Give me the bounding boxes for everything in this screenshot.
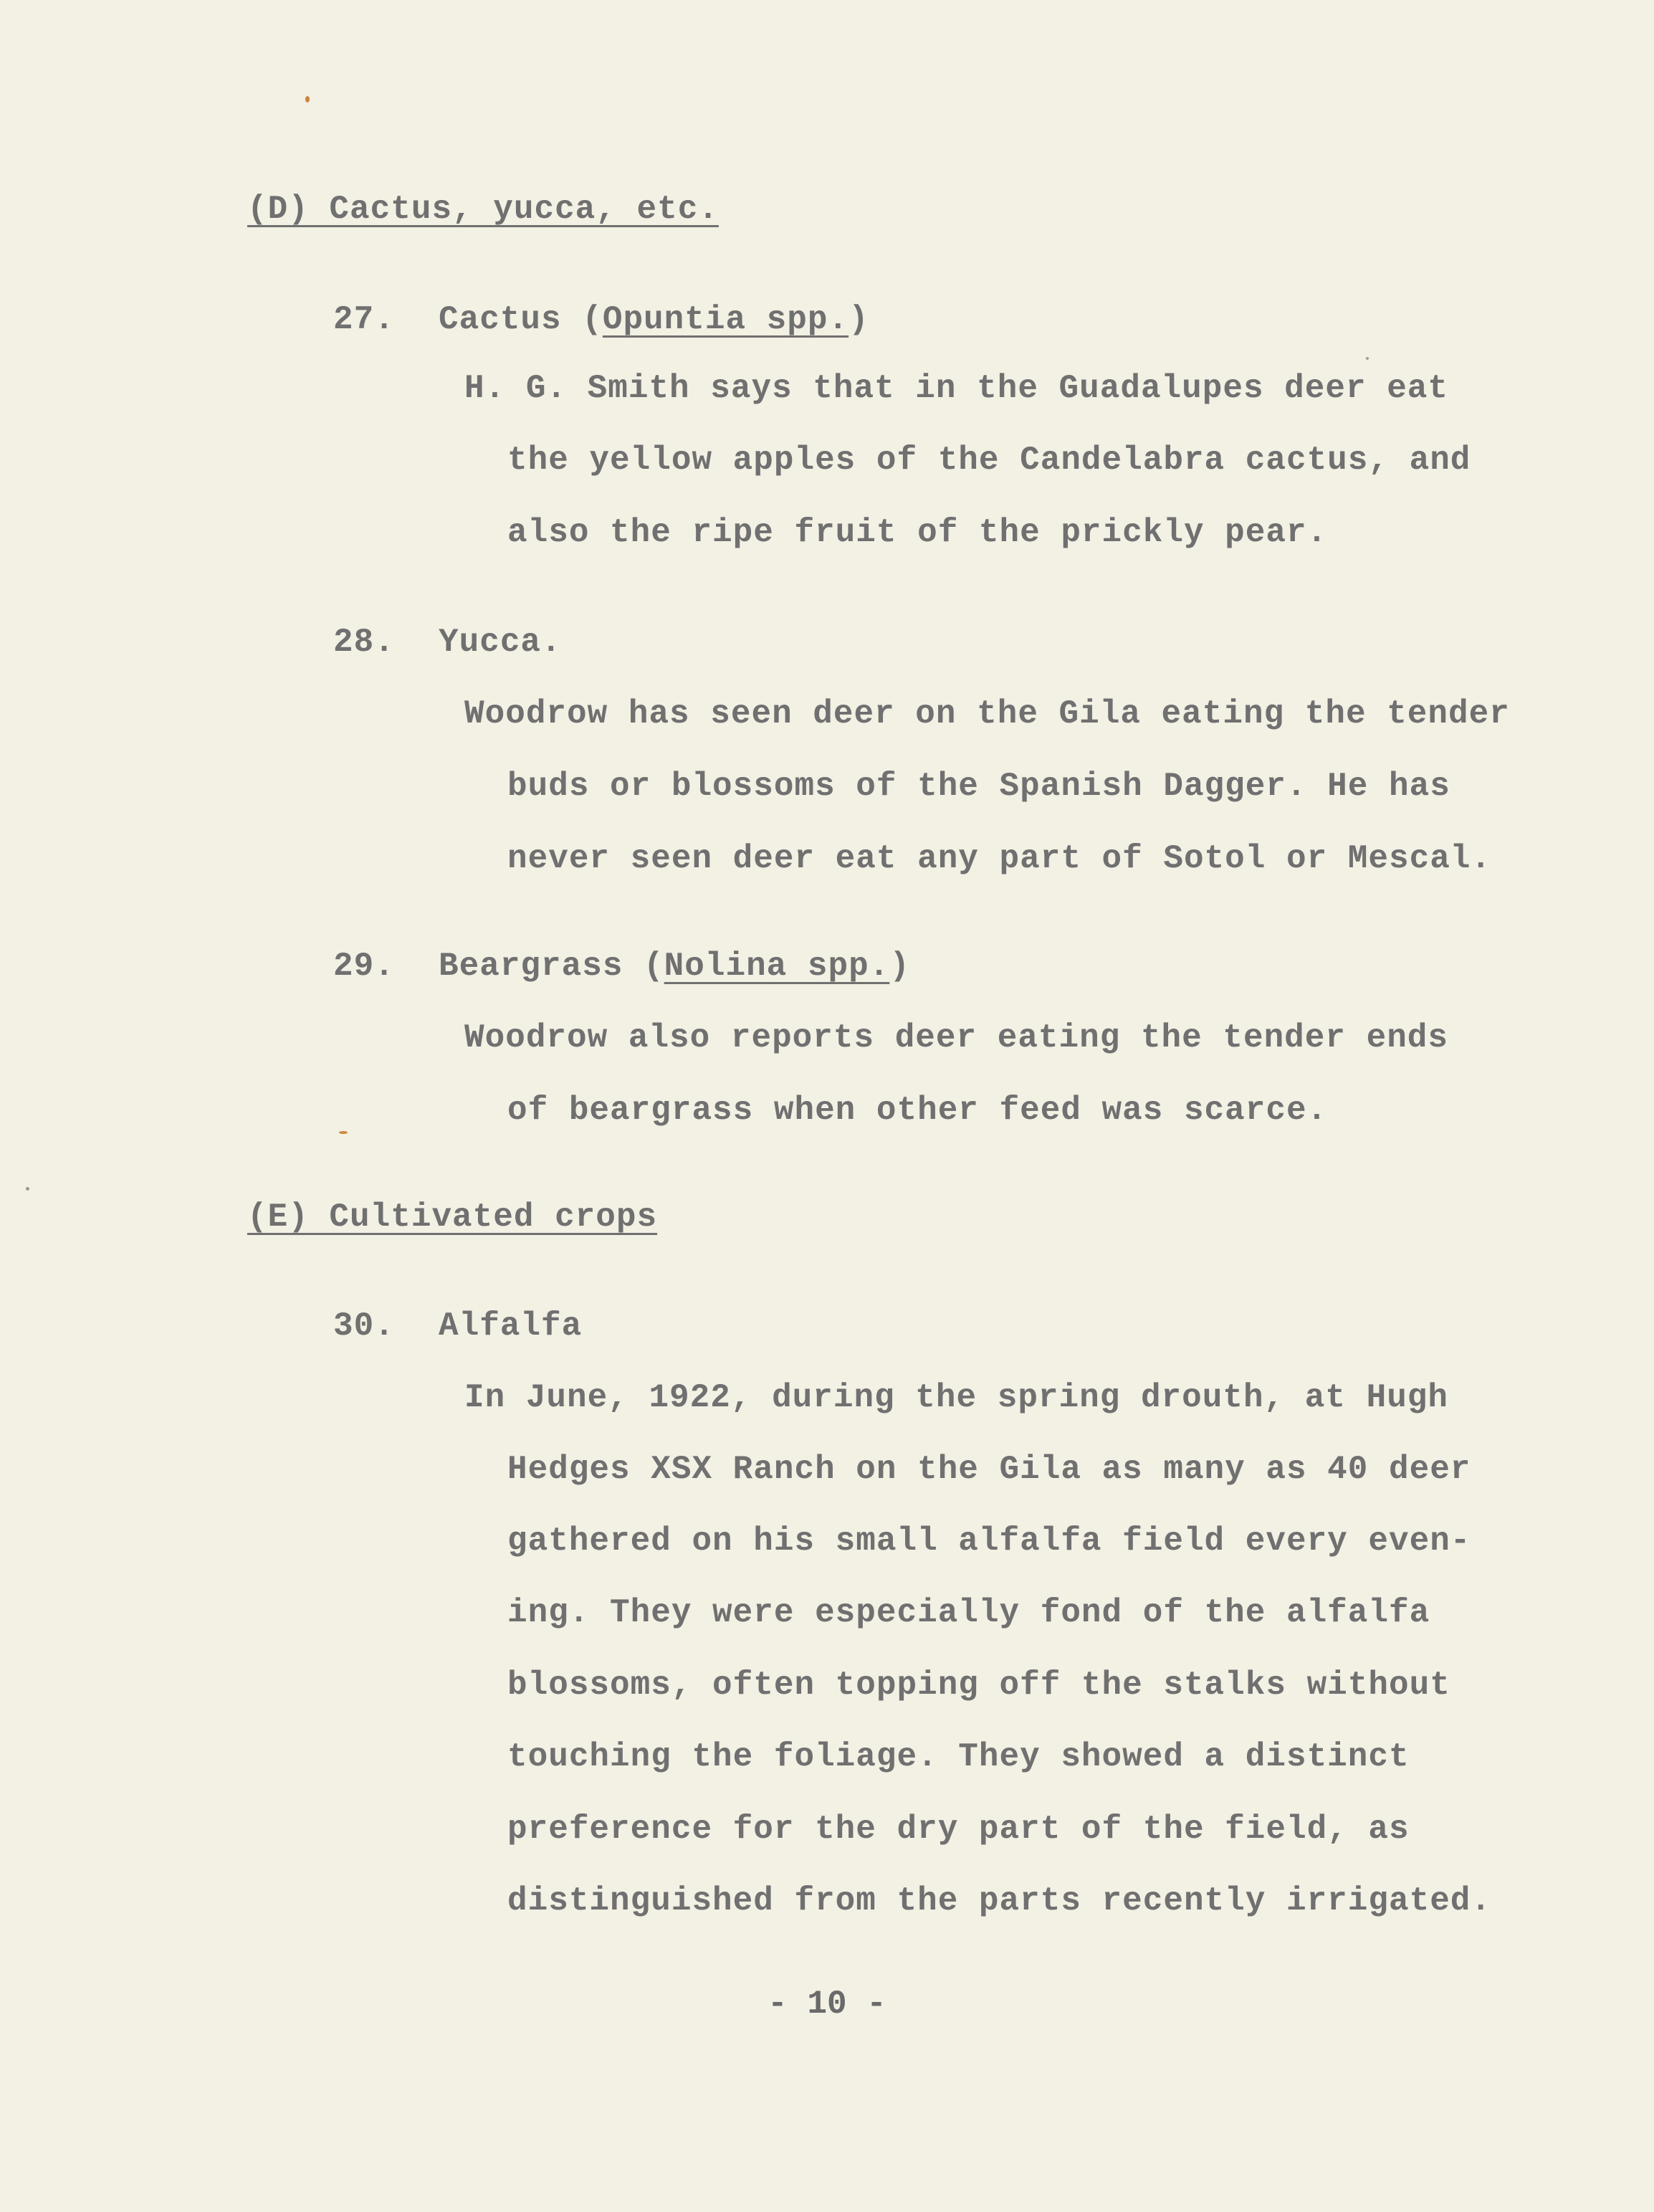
paper-speck — [1366, 357, 1369, 360]
item-28-line-3: never seen deer eat any part of Sotol or Mescal. — [507, 840, 1492, 877]
item-number-27: 27. — [333, 301, 395, 338]
page-number: - 10 - — [768, 1985, 886, 2023]
item-27-line-2: the yellow apples of the Candelabra cactus, and — [507, 442, 1471, 479]
item-title-27-genus: Opuntia spp. — [602, 301, 849, 338]
item-title-29-prefix: Beargrass ( — [439, 948, 664, 985]
item-30-line-3: gathered on his small alfalfa field every even- — [507, 1522, 1471, 1560]
item-27-line-1: H. G. Smith says that in the Guadalupes deer eat — [464, 370, 1449, 407]
item-29-line-2: of beargrass when other feed was scarce. — [507, 1092, 1328, 1129]
section-heading-e: (E) Cultivated crops — [247, 1198, 658, 1236]
paper-speck — [26, 1187, 29, 1191]
item-number-30: 30. — [333, 1307, 395, 1345]
item-title-29-genus: Nolina spp. — [664, 948, 890, 985]
item-30-line-6: touching the foliage. They showed a distinct — [507, 1738, 1410, 1775]
item-title-30: Alfalfa — [439, 1307, 583, 1345]
item-title-29 — [439, 945, 910, 988]
item-30-line-8: distinguished from the parts recently irrigated. — [507, 1882, 1492, 1920]
paper-speck — [305, 96, 310, 103]
item-29-line-1: Woodrow also reports deer eating the tender ends — [464, 1019, 1449, 1057]
item-title-29-suffix: ) — [889, 948, 910, 985]
item-title-28: Yucca. — [439, 624, 562, 661]
item-30-line-7: preference for the dry part of the field, as — [507, 1811, 1410, 1848]
item-title-27 — [439, 298, 869, 341]
item-30-line-2: Hedges XSX Ranch on the Gila as many as 40 deer — [507, 1451, 1471, 1488]
item-28-line-1: Woodrow has seen deer on the Gila eating the tender — [464, 695, 1510, 733]
item-28-line-2: buds or blossoms of the Spanish Dagger. He has — [507, 768, 1450, 805]
item-27-line-3: also the ripe fruit of the prickly pear. — [507, 514, 1328, 551]
item-30-line-5: blossoms, often topping off the stalks without — [507, 1667, 1450, 1704]
item-number-28: 28. — [333, 624, 395, 661]
item-30-line-1: In June, 1922, during the spring drouth, at Hugh — [464, 1379, 1449, 1416]
item-title-27-suffix: ) — [848, 301, 869, 338]
item-title-27-prefix: Cactus ( — [439, 301, 603, 338]
paper-speck — [339, 1131, 348, 1134]
item-number-29: 29. — [333, 948, 395, 985]
item-30-line-4: ing. They were especially fond of the alfalfa — [507, 1594, 1430, 1631]
section-heading-d: (D) Cactus, yucca, etc. — [247, 191, 719, 228]
